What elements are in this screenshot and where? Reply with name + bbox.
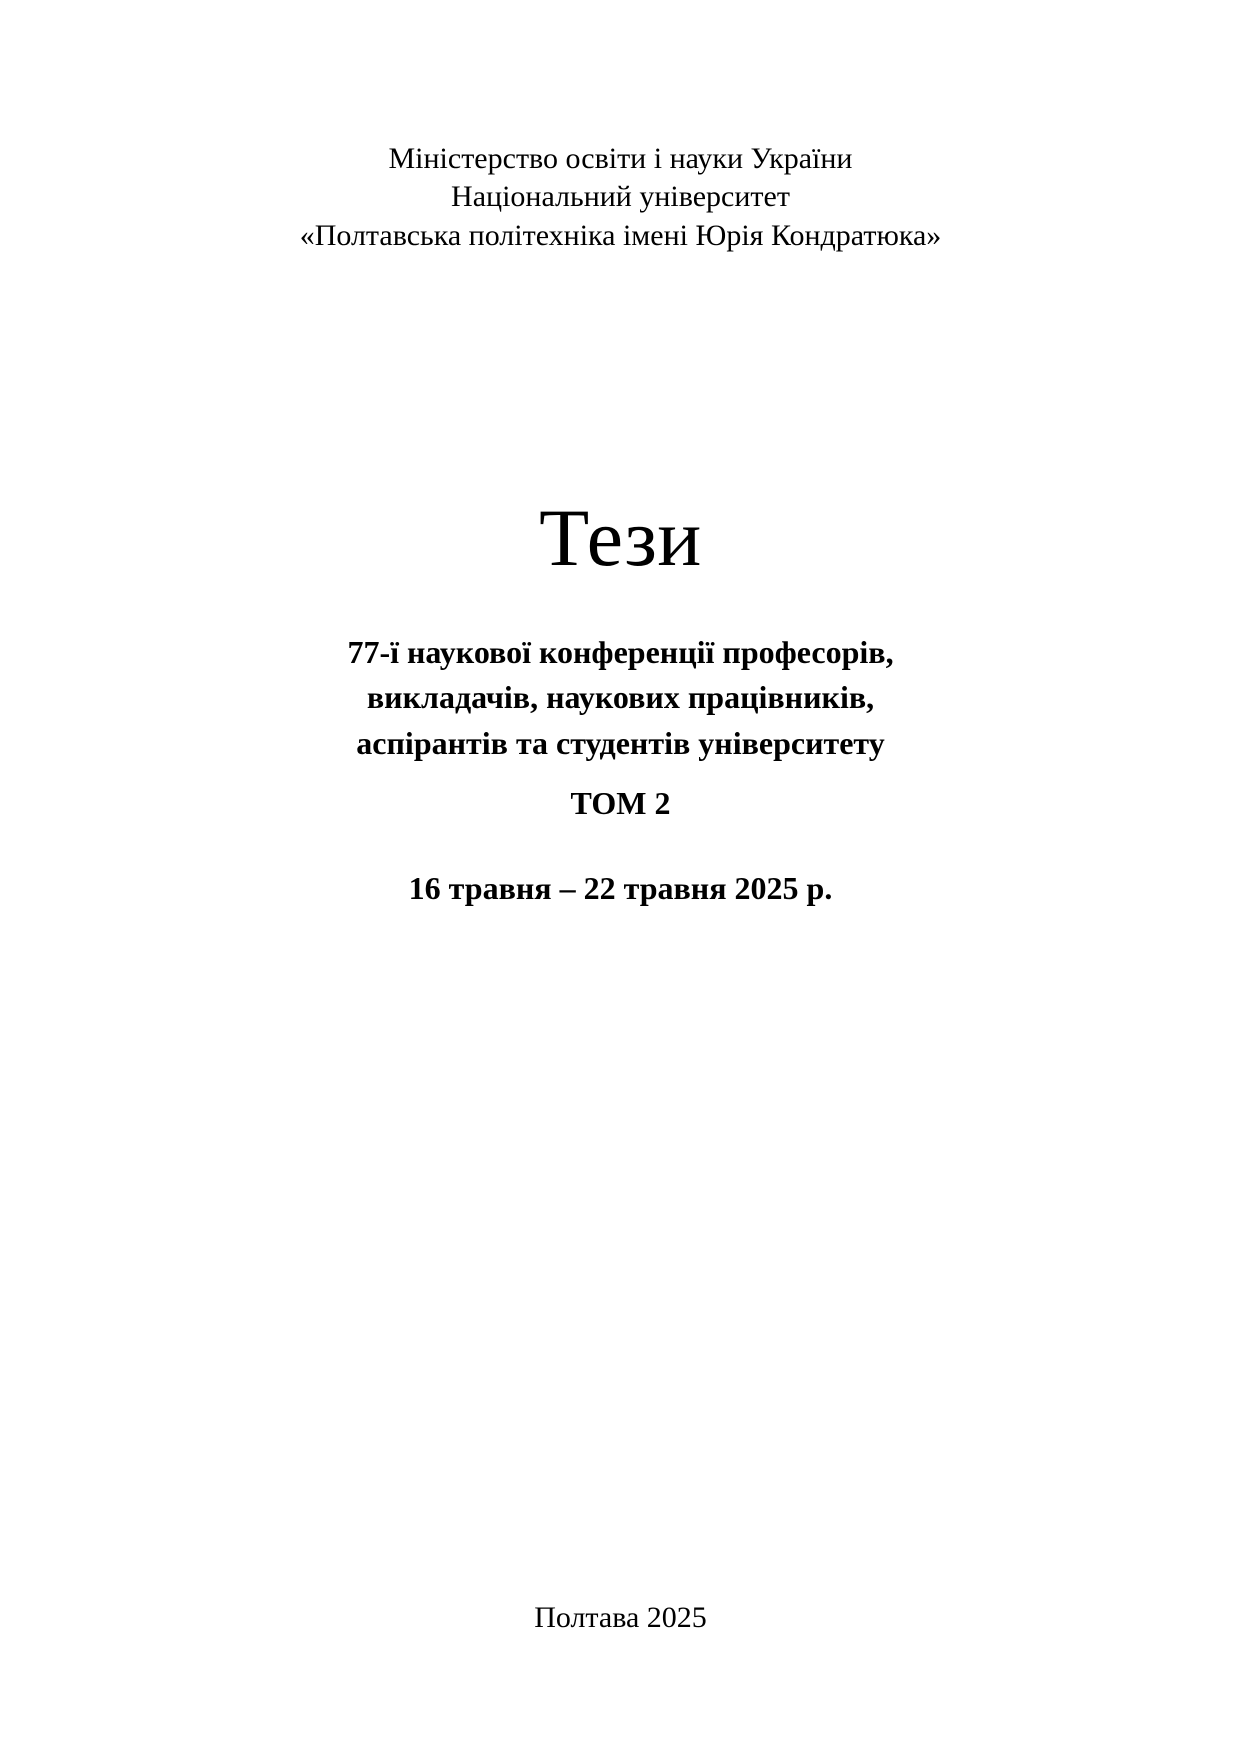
subtitle-line-2: викладачів, наукових працівників,	[366, 679, 875, 716]
university-line: Національний університет	[451, 180, 790, 214]
subtitle-line-1: 77-ї наукової конференції професорів,	[347, 634, 894, 670]
imprint-line: Полтава 2025	[534, 1601, 707, 1634]
publisher-block	[150, 140, 1091, 255]
ministry-line: Міністерство освіти і науки України	[388, 142, 853, 175]
subtitle-line-3: аспірантів та студентів університету	[356, 724, 885, 761]
conference-dates: 16 травня – 22 травня 2025 р.	[408, 870, 833, 906]
university-name-line: «Полтавська політехніка імені Юрія Кондратюка»	[299, 218, 942, 252]
volume-label: ТОМ 2	[570, 785, 671, 821]
page-content	[150, 0, 1091, 1755]
subtitle-block	[150, 630, 1091, 766]
page-title: Тези	[539, 492, 702, 583]
